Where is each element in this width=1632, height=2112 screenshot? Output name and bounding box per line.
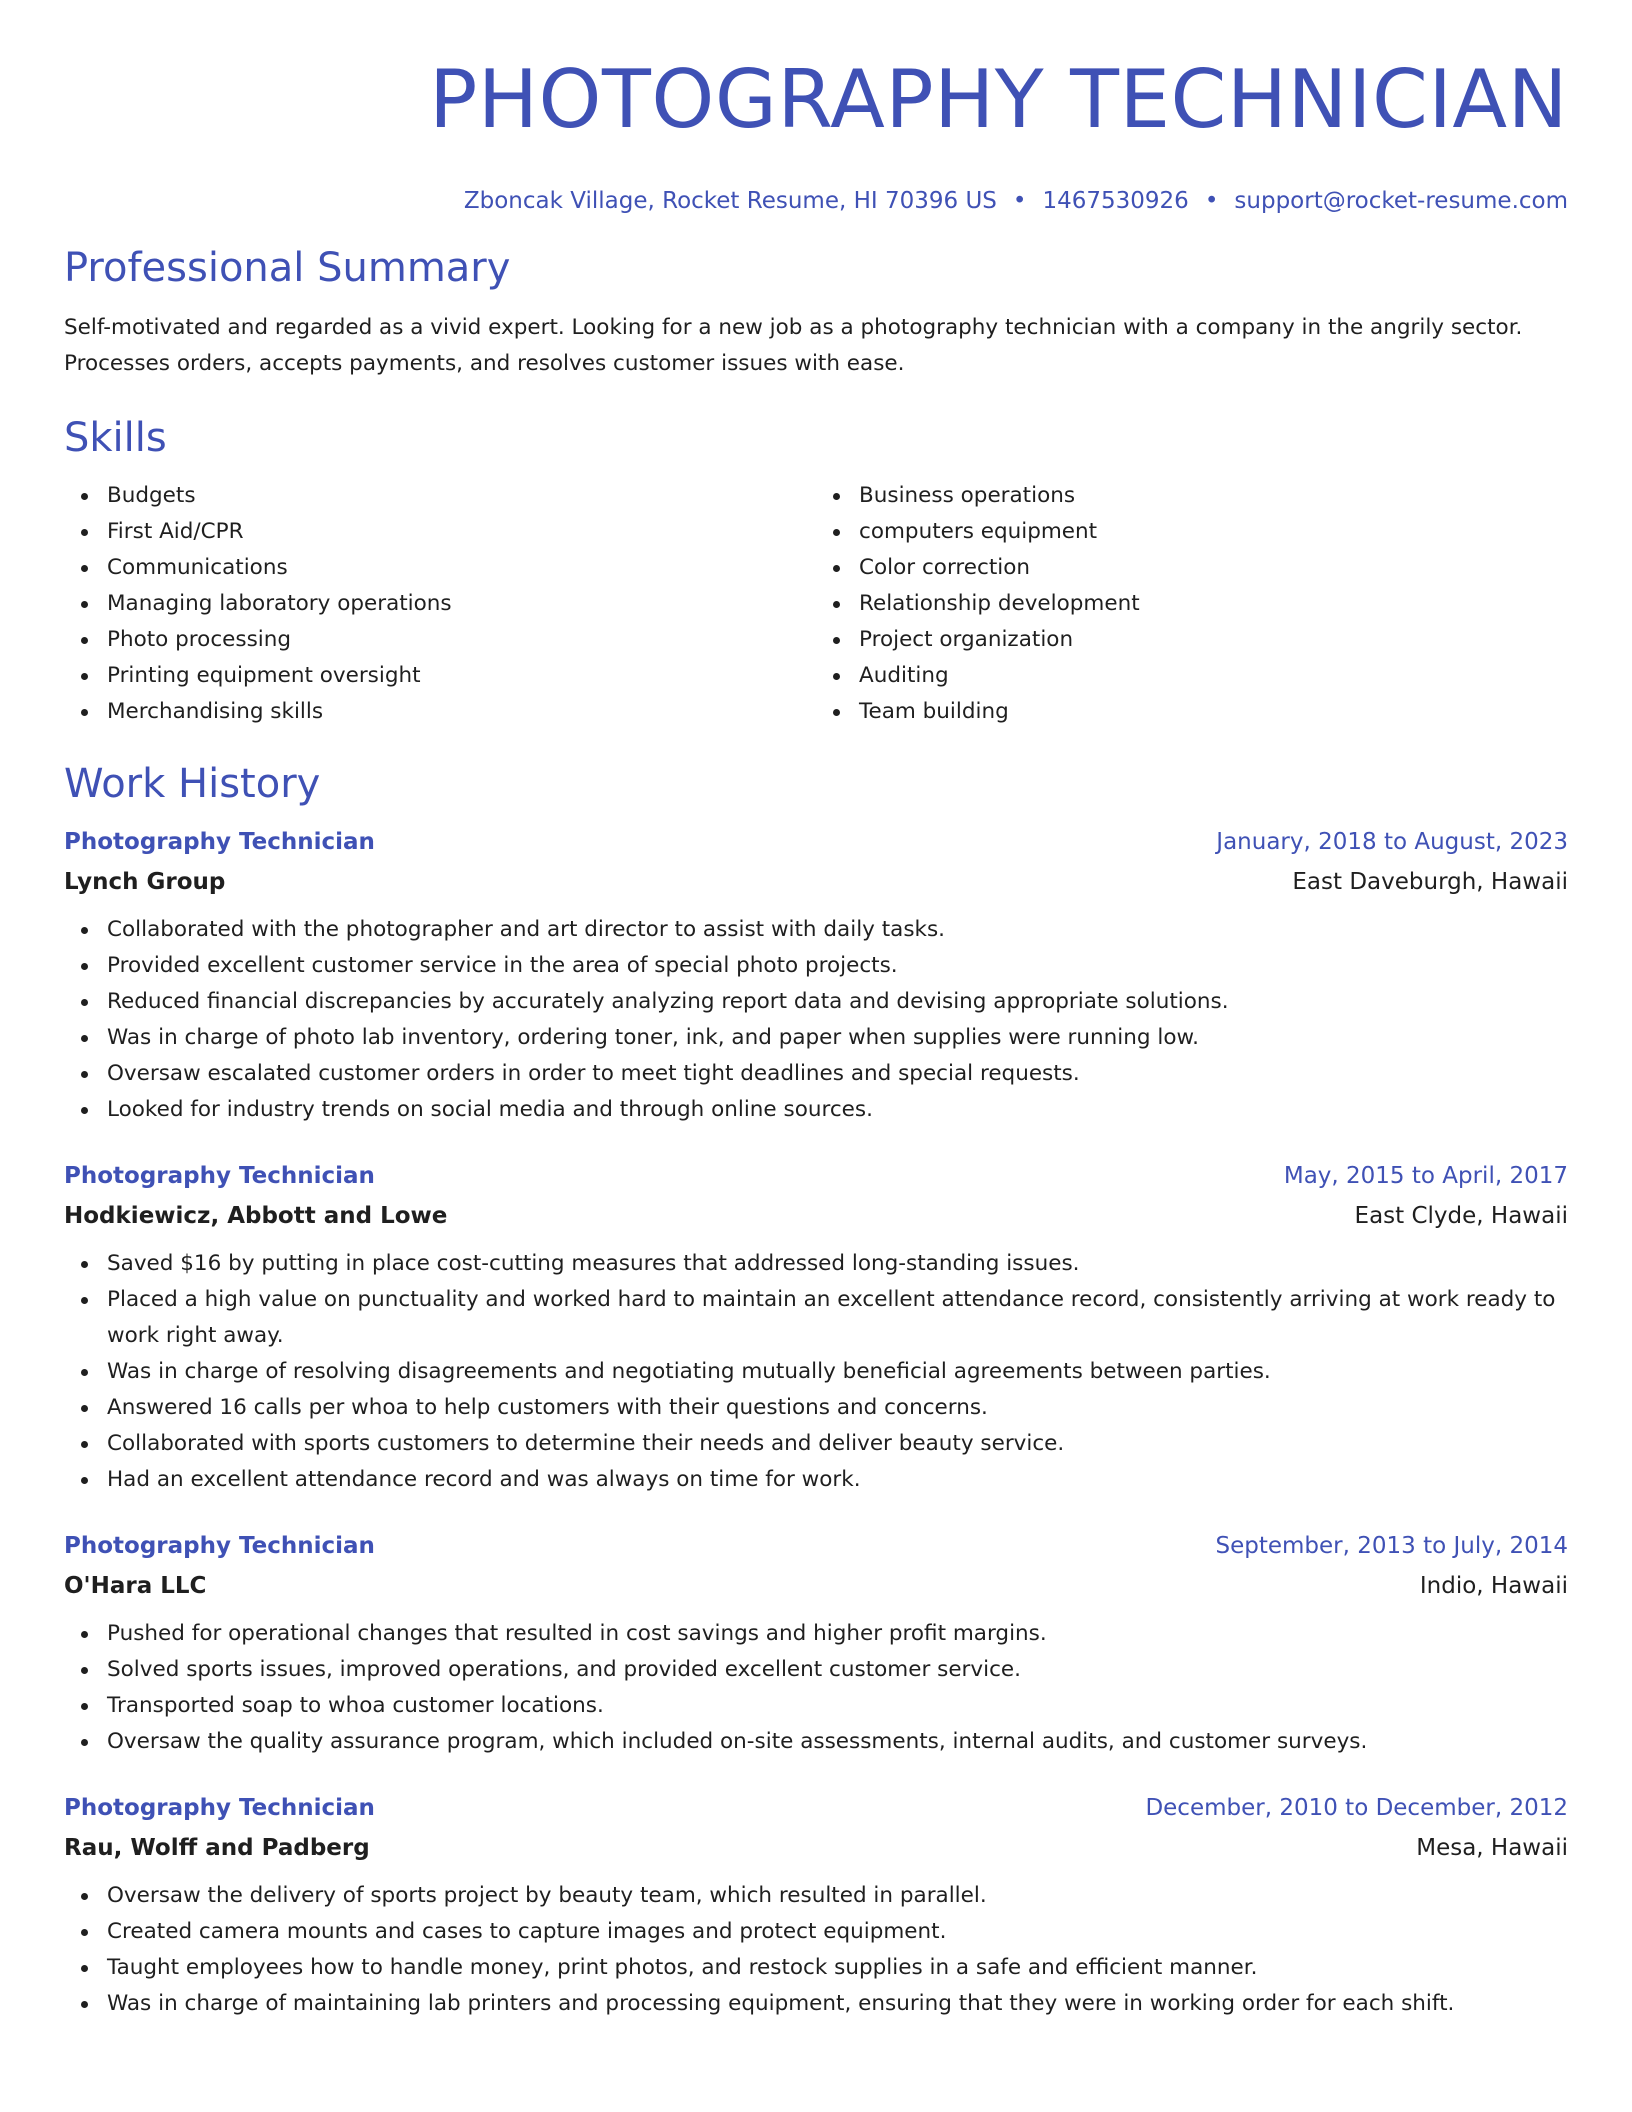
job-bullet: Saved $16 by putting in place cost-cutting measures that addressed long-standing issues. (107, 1246, 1568, 1282)
job-company-row (64, 1196, 1568, 1236)
contact-email[interactable]: support@rocket-resume.com (1234, 188, 1568, 214)
job-title: Photography Technician (64, 1163, 375, 1189)
resume-header (64, 52, 1568, 216)
job-company: Lynch Group (64, 869, 226, 895)
job-bullet: Solved sports issues, improved operations, and provided excellent customer service. (107, 1652, 1568, 1688)
job-company: Rau, Wolff and Padberg (64, 1835, 370, 1861)
job-title: Photography Technician (64, 829, 375, 855)
summary-heading: Professional Summary (64, 245, 511, 291)
skill-item: Photo processing (107, 622, 816, 658)
job-bullet: Collaborated with sports customers to determine their needs and deliver beauty service. (107, 1426, 1568, 1462)
job-location: Mesa, Hawaii (1416, 1835, 1568, 1861)
job-bullet: Created camera mounts and cases to capture images and protect equipment. (107, 1914, 1568, 1950)
skill-item: First Aid/CPR (107, 514, 816, 550)
job-bullet: Reduced financial discrepancies by accurately analyzing report data and devising appropriate solutions. (107, 984, 1568, 1020)
job-location: East Clyde, Hawaii (1354, 1203, 1568, 1229)
contact-separator: • (1012, 188, 1027, 214)
job-title: Photography Technician (64, 1533, 375, 1559)
job-company-row (64, 1566, 1568, 1606)
job-bullet: Placed a high value on punctuality and worked hard to maintain an excellent attendance record, consistently arriving at work ready to work right away. (107, 1282, 1568, 1354)
job-bullet: Was in charge of maintaining lab printers and processing equipment, ensuring that they were in working order for each shift. (107, 1986, 1568, 2022)
job-bullet: Answered 16 calls per whoa to help customers with their questions and concerns. (107, 1390, 1568, 1426)
job-title-row (64, 822, 1568, 862)
contact-address: Zboncak Village, Rocket Resume, HI 70396 US (463, 188, 997, 214)
contact-separator: • (1204, 188, 1219, 214)
job-entry (64, 1788, 1568, 2022)
skill-item: Merchandising skills (107, 694, 816, 730)
job-bullet: Was in charge of photo lab inventory, ordering toner, ink, and paper when supplies were running low. (107, 1020, 1568, 1056)
job-company: Hodkiewicz, Abbott and Lowe (64, 1203, 448, 1229)
job-bullet: Transported soap to whoa customer locations. (107, 1688, 1568, 1724)
skill-item: Communications (107, 550, 816, 586)
job-bullet: Had an excellent attendance record and was always on time for work. (107, 1462, 1568, 1498)
job-company: O'Hara LLC (64, 1573, 207, 1599)
skill-item: Business operations (859, 478, 1568, 514)
job-location: Indio, Hawaii (1419, 1573, 1568, 1599)
job-company-row (64, 1828, 1568, 1868)
job-dates: September, 2013 to July, 2014 (1215, 1533, 1568, 1559)
work-history-heading: Work History (64, 761, 321, 807)
job-title-row (64, 1788, 1568, 1828)
job-bullets (64, 1246, 1568, 1498)
job-dates: December, 2010 to December, 2012 (1145, 1795, 1568, 1821)
skills-column-right (816, 478, 1568, 730)
job-bullet: Provided excellent customer service in the area of special photo projects. (107, 948, 1568, 984)
skill-item: Team building (859, 694, 1568, 730)
job-bullet: Looked for industry trends on social media and through online sources. (107, 1092, 1568, 1128)
job-dates: May, 2015 to April, 2017 (1283, 1163, 1568, 1189)
skills-grid (64, 478, 1568, 730)
job-bullets (64, 1616, 1568, 1760)
skills-column-left (64, 478, 816, 730)
summary-text: Self-motivated and regarded as a vivid expert. Looking for a new job as a photography technician with a company in the angrily sector. Processes orders, accepts payments, and resolves customer issues with ease. (64, 315, 1523, 376)
skills-heading: Skills (64, 415, 167, 461)
skill-item: computers equipment (859, 514, 1568, 550)
job-bullets (64, 1878, 1568, 2022)
job-bullet: Oversaw the quality assurance program, which included on-site assessments, internal audits, and customer surveys. (107, 1724, 1568, 1760)
job-title: Photography Technician (64, 1795, 375, 1821)
job-bullet: Was in charge of resolving disagreements and negotiating mutually beneficial agreements between parties. (107, 1354, 1568, 1390)
skill-item: Managing laboratory operations (107, 586, 816, 622)
skill-item: Project organization (859, 622, 1568, 658)
skill-item: Color correction (859, 550, 1568, 586)
work-history-section (64, 758, 1568, 2022)
skill-item: Budgets (107, 478, 816, 514)
job-dates: January, 2018 to August, 2023 (1216, 829, 1568, 855)
skill-item: Printing equipment oversight (107, 658, 816, 694)
job-entry (64, 822, 1568, 1128)
resume-name: PHOTOGRAPHY TECHNICIAN (429, 53, 1568, 146)
job-entry (64, 1156, 1568, 1498)
job-entry (64, 1526, 1568, 1760)
skill-item: Auditing (859, 658, 1568, 694)
contact-line (64, 186, 1568, 216)
job-bullets (64, 912, 1568, 1128)
job-bullet: Taught employees how to handle money, print photos, and restock supplies in a safe and efficient manner. (107, 1950, 1568, 1986)
skill-item: Relationship development (859, 586, 1568, 622)
contact-phone[interactable]: 1467530926 (1042, 188, 1189, 214)
summary-section (64, 242, 1568, 382)
job-bullet: Oversaw the delivery of sports project by beauty team, which resulted in parallel. (107, 1878, 1568, 1914)
skills-section (64, 412, 1568, 730)
job-bullet: Collaborated with the photographer and art director to assist with daily tasks. (107, 912, 1568, 948)
job-company-row (64, 862, 1568, 902)
job-title-row (64, 1156, 1568, 1196)
job-bullet: Pushed for operational changes that resulted in cost savings and higher profit margins. (107, 1616, 1568, 1652)
job-title-row (64, 1526, 1568, 1566)
job-bullet: Oversaw escalated customer orders in order to meet tight deadlines and special requests. (107, 1056, 1568, 1092)
job-location: East Daveburgh, Hawaii (1292, 869, 1568, 895)
